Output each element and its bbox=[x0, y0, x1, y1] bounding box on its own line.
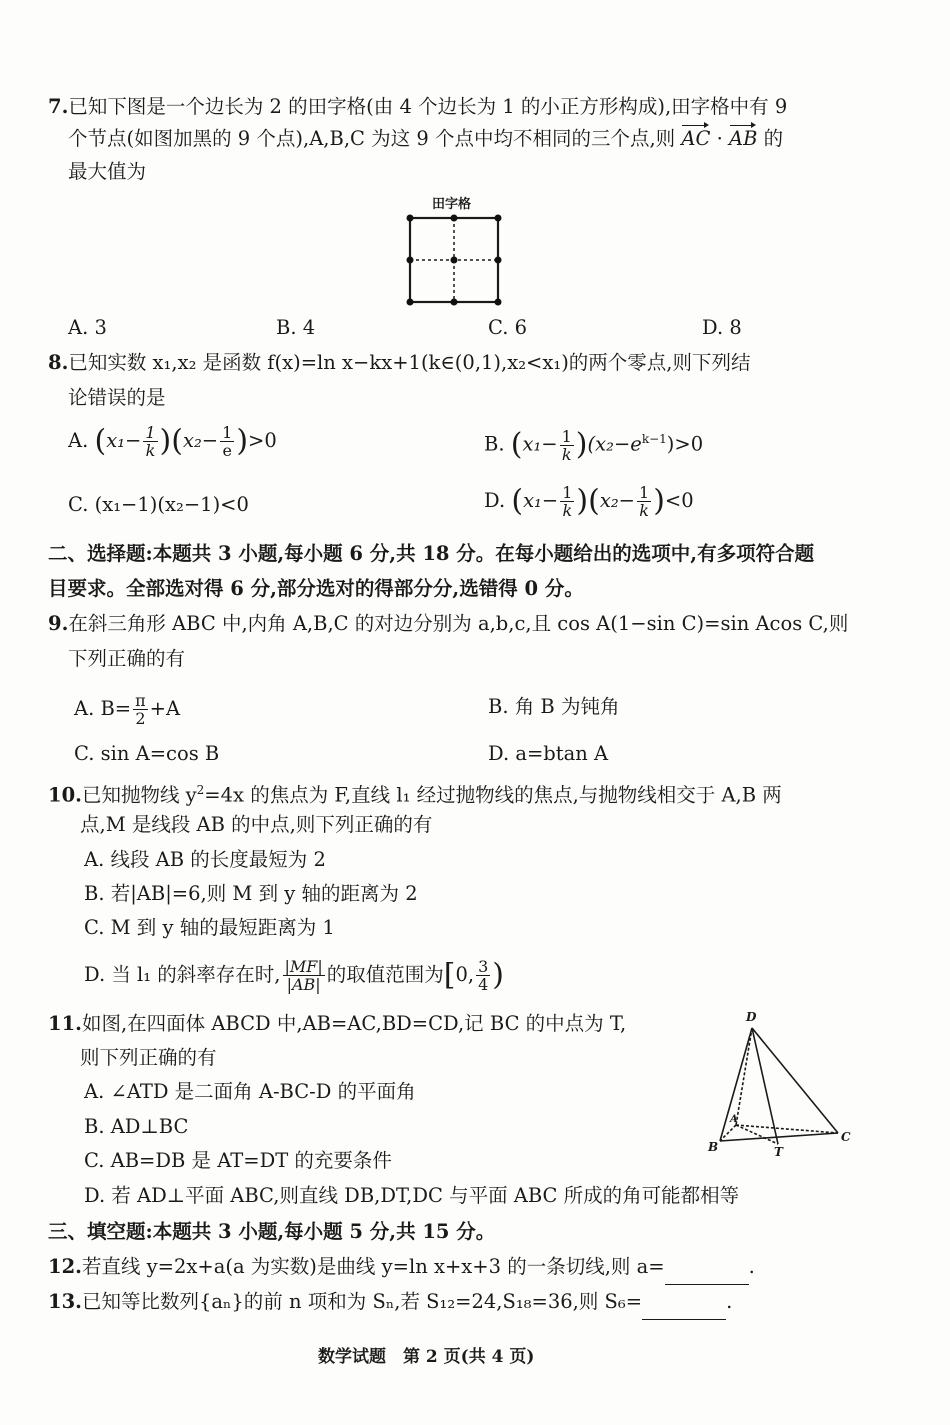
q7-line3: 最大值为 bbox=[68, 160, 147, 183]
q10-text1b: =4x 的焦点为 F,直线 l₁ 经过抛物线的焦点,与抛物线相交于 A,B 两 bbox=[204, 783, 782, 807]
q7-text2b: 的 bbox=[757, 127, 784, 150]
q10-d-zero: 0, bbox=[455, 963, 475, 986]
fraction bbox=[133, 692, 148, 727]
q12-text: 若直线 y=2x+a(a 为实数)是曲线 y=ln x+x+3 的一条切线,则 a= bbox=[81, 1255, 665, 1278]
q8-line1 bbox=[48, 346, 751, 380]
q7-option-c[interactable]: C. 6 bbox=[488, 316, 528, 339]
numerator: 1 bbox=[562, 483, 573, 502]
q9-text1: 在斜三角形 ABC 中,内角 A,B,C 的对边分别为 a,b,c,且 cos A(1−sin C)=sin Acos C,则 bbox=[68, 612, 849, 635]
q10-text1a: 已知抛物线 y bbox=[81, 783, 197, 807]
grid-node bbox=[495, 257, 502, 264]
q7-option-b[interactable]: B. 4 bbox=[276, 316, 316, 339]
q11-text1: 如图,在四面体 ABCD 中,AB=AC,BD=CD,记 BC 的中点为 T, bbox=[81, 1012, 627, 1035]
q9-option-d[interactable]: D. a=btan A bbox=[488, 742, 609, 765]
grid-node bbox=[495, 215, 502, 222]
grid-node bbox=[407, 257, 414, 264]
q12-line bbox=[48, 1250, 755, 1285]
edge-dc bbox=[752, 1028, 838, 1133]
vector-ab: AB bbox=[729, 122, 757, 156]
q8-text1: 已知实数 x₁,x₂ 是函数 f(x)=ln x−kx+1(k∈(0,1),x₂<x₁)的两个零点,则下列结 bbox=[68, 351, 751, 374]
fraction bbox=[560, 428, 574, 463]
q9-option-b[interactable]: B. 角 B 为钝角 bbox=[488, 695, 620, 718]
q8-a-label: A. bbox=[68, 429, 89, 452]
q7-dot: · bbox=[710, 127, 729, 150]
q10-option-d[interactable] bbox=[84, 958, 504, 993]
grid-node bbox=[451, 299, 458, 306]
q9-a-post: +A bbox=[149, 697, 181, 720]
numerator: 1 bbox=[145, 423, 156, 442]
q8-b-rest: (x₂−e bbox=[587, 432, 642, 456]
q10-option-c[interactable]: C. M 到 y 轴的最短距离为 1 bbox=[84, 916, 335, 939]
q11-number: 11. bbox=[48, 1012, 82, 1035]
numerator: 1 bbox=[639, 483, 650, 502]
q8-b-p1: x₁− bbox=[522, 432, 558, 456]
q10-sup: 2 bbox=[196, 783, 205, 797]
grid-node bbox=[407, 215, 414, 222]
paren: ( bbox=[94, 423, 107, 459]
q9-line1 bbox=[48, 607, 848, 641]
section3-heading: 三、填空题:本题共 3 小题,每小题 5 分,共 15 分。 bbox=[48, 1220, 496, 1243]
q11-option-d[interactable]: D. 若 AD⊥平面 ABC,则直线 DB,DT,DC 与平面 ABC 所成的角可能都相等 bbox=[84, 1184, 740, 1207]
paren: ) bbox=[575, 427, 588, 462]
numerator: |MF| bbox=[284, 957, 323, 976]
fraction bbox=[637, 484, 651, 519]
edge-dt bbox=[752, 1028, 778, 1144]
q13-number: 13. bbox=[48, 1290, 82, 1313]
q12-answer-blank[interactable] bbox=[665, 1250, 749, 1285]
fraction bbox=[220, 424, 234, 459]
edge-bc bbox=[720, 1133, 838, 1141]
paren: ( bbox=[511, 483, 524, 519]
q8-d-p1: x₁− bbox=[523, 489, 559, 512]
denominator: 4 bbox=[478, 975, 489, 994]
q9-line2: 下列正确的有 bbox=[68, 647, 186, 670]
q13-text: 已知等比数列{aₙ}的前 n 项和为 Sₙ,若 S₁₂=24,S₁₈=36,则 S₆= bbox=[81, 1290, 643, 1313]
q8-line2: 论错误的是 bbox=[68, 386, 166, 409]
fraction bbox=[476, 958, 490, 993]
bracket: [ bbox=[443, 957, 456, 993]
denominator: 2 bbox=[135, 709, 146, 728]
q8-a-p2: x₂− bbox=[182, 429, 219, 452]
q8-b-sup: k−1 bbox=[641, 432, 667, 446]
numerator: 3 bbox=[478, 957, 489, 976]
q13-period: . bbox=[726, 1290, 733, 1313]
grid-node bbox=[451, 215, 458, 222]
q10-line1 bbox=[48, 773, 782, 813]
q9-a-pre: A. B= bbox=[74, 697, 132, 720]
denominator: e bbox=[222, 441, 232, 460]
q12-period: . bbox=[748, 1255, 755, 1278]
fraction bbox=[143, 424, 157, 459]
vector-ac: AC bbox=[681, 122, 710, 156]
fraction bbox=[560, 484, 574, 519]
q7-option-d[interactable]: D. 8 bbox=[702, 316, 742, 339]
q8-b-label: B. bbox=[484, 432, 505, 456]
paren: ) bbox=[576, 483, 589, 519]
q9-option-a[interactable] bbox=[74, 692, 180, 727]
q8-number: 8. bbox=[48, 351, 69, 374]
paren: ) bbox=[653, 483, 665, 519]
q10-d-mid: 的取值范围为 bbox=[326, 963, 444, 986]
q13-answer-blank[interactable] bbox=[642, 1285, 726, 1320]
q10-option-b[interactable]: B. 若|AB|=6,则 M 到 y 轴的距离为 2 bbox=[84, 882, 418, 905]
paren: ) bbox=[492, 957, 505, 993]
denominator: k bbox=[639, 501, 649, 520]
q8-a-tail: >0 bbox=[248, 429, 277, 452]
grid-node bbox=[407, 299, 414, 306]
q7-number: 7. bbox=[48, 95, 69, 118]
page-footer: 数学试题 第 2 页(共 4 页) bbox=[318, 1347, 535, 1367]
denominator: |AB| bbox=[286, 975, 321, 994]
paren: ) bbox=[236, 423, 249, 459]
q11-option-c[interactable]: C. AB=DB 是 AT=DT 的充要条件 bbox=[84, 1149, 392, 1172]
label-d: D bbox=[746, 1010, 757, 1024]
paren: ( bbox=[510, 427, 523, 462]
fraction bbox=[283, 958, 325, 993]
q8-option-d[interactable] bbox=[484, 484, 694, 519]
q7-option-a[interactable]: A. 3 bbox=[68, 316, 107, 339]
q10-d-pre: D. 当 l₁ 的斜率存在时, bbox=[84, 963, 281, 986]
tetrahedron-figure bbox=[700, 1008, 860, 1168]
q8-a-p1: x₁− bbox=[106, 429, 142, 452]
q11-option-b[interactable]: B. AD⊥BC bbox=[84, 1115, 189, 1138]
q8-d-label: D. bbox=[484, 489, 506, 512]
q7-text2a: 个节点(如图加黑的 9 个点),A,B,C 为这 9 个点中均不相同的三个点,则 bbox=[68, 127, 682, 150]
grid-node bbox=[451, 257, 458, 264]
denominator: k bbox=[562, 501, 573, 520]
grid-node bbox=[495, 299, 502, 306]
tianzige-figure bbox=[400, 210, 510, 310]
q10-option-a[interactable]: A. 线段 AB 的长度最短为 2 bbox=[84, 848, 326, 871]
q8-option-c[interactable]: C. (x₁−1)(x₂−1)<0 bbox=[68, 493, 249, 516]
numerator: π bbox=[135, 691, 146, 710]
section2-line2: 目要求。全部选对得 6 分,部分选对的得部分分,选错得 0 分。 bbox=[48, 577, 584, 600]
paren: ( bbox=[588, 483, 600, 519]
q7-line2 bbox=[68, 122, 783, 156]
q10-line2: 点,M 是线段 AB 的中点,则下列正确的有 bbox=[80, 813, 433, 836]
label-b: B bbox=[708, 1140, 719, 1154]
q8-d-tail: <0 bbox=[664, 489, 694, 512]
paren: ) bbox=[159, 423, 172, 459]
q7-line1 bbox=[48, 90, 787, 124]
denominator: k bbox=[561, 444, 572, 464]
q8-option-b[interactable] bbox=[484, 424, 703, 463]
q10-number: 10. bbox=[48, 783, 82, 807]
q11-line1 bbox=[48, 1007, 626, 1041]
q13-line bbox=[48, 1285, 732, 1320]
label-c: C bbox=[841, 1130, 851, 1144]
q11-option-a[interactable]: A. ∠ATD 是二面角 A-BC-D 的平面角 bbox=[84, 1080, 416, 1103]
label-t: T bbox=[774, 1145, 783, 1159]
q7-text1: 已知下图是一个边长为 2 的田字格(由 4 个边长为 1 的小正方形构成),田字格中有 9 bbox=[68, 95, 788, 118]
q11-line2: 则下列正确的有 bbox=[80, 1046, 217, 1069]
section2-heading: 二、选择题:本题共 3 小题,每小题 6 分,共 18 分。在每小题给出的选项中,有多项符合题 bbox=[48, 542, 815, 565]
q8-d-p2: x₂− bbox=[599, 489, 635, 512]
paren: ( bbox=[171, 423, 183, 459]
q12-number: 12. bbox=[48, 1255, 82, 1278]
q9-option-c[interactable]: C. sin A=cos B bbox=[74, 742, 220, 765]
figure-title: 田字格 bbox=[432, 197, 472, 212]
numerator: 1 bbox=[222, 423, 233, 442]
numerator: 1 bbox=[561, 426, 572, 446]
q9-number: 9. bbox=[48, 612, 69, 635]
denominator: k bbox=[145, 441, 156, 460]
q8-b-tail: )>0 bbox=[666, 432, 704, 456]
q8-option-a[interactable] bbox=[68, 424, 277, 459]
label-a: A bbox=[730, 1114, 738, 1125]
